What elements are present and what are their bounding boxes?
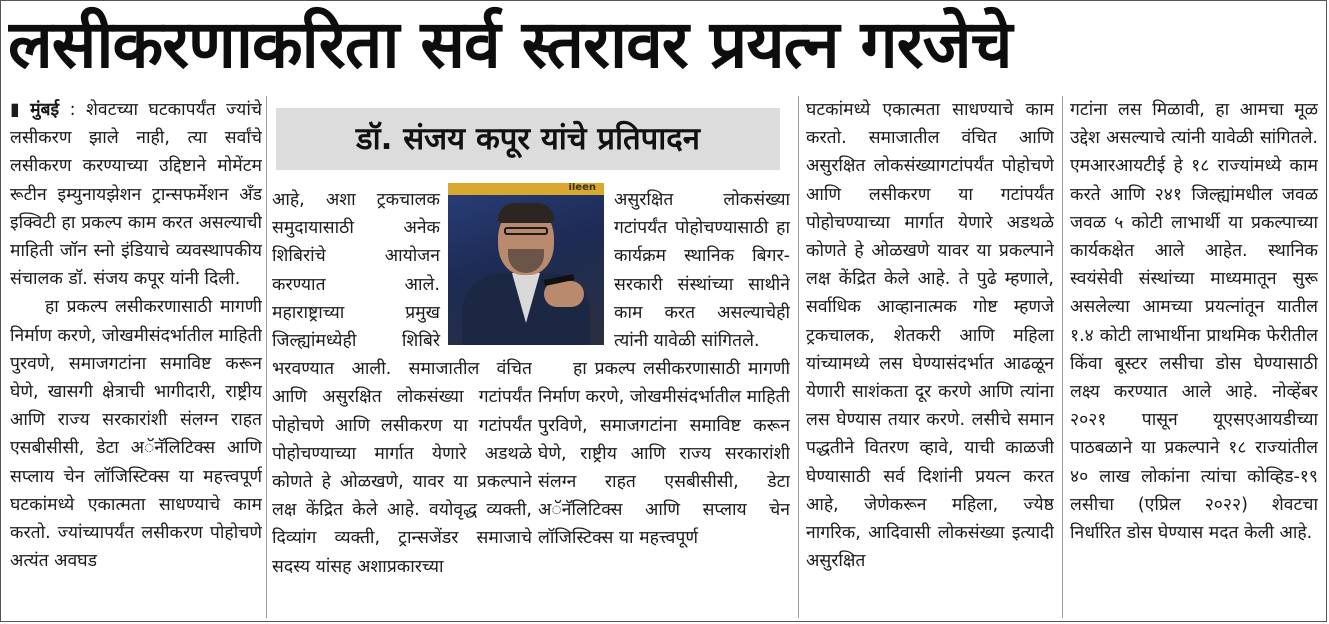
article-column-3 (538, 186, 790, 620)
paragraph-text: शेवटच्या घटकापर्यंत ज्यांचे लसीकरण झाले नाही, त्या सर्वांचे लसीकरण करण्याच्या उद्दिष्टाने मोमेंटम रूटीन इम्युनायझेशन ट्रान्सफर्मेशन अँड इक्विटी हा प्रकल्प काम करत असल्याची माहिती जॉन स्नो इंडियाचे व्यवस्थापकीय संचालक डॉ. संजय कपूर यांनी दिली. (10, 100, 262, 290)
article-column-1 (10, 96, 262, 620)
paragraph: हा प्रकल्प लसीकरणासाठी मागणी निर्माण करणे, जोखमीसंदर्भातील माहिती पुरवणे, समाजगटांना समाविष्ट करून घेणे, खासगी क्षेत्राची भागीदारी, राष्ट्रीय आणि राज्य सरकारांशी संलग्न राहत एसबीसीसी, डेटा अॅनॅलिटिक्स आणि सप्लाय चेन लॉजिस्टिक्स या महत्त्वपूर्ण घटकांमध्ये एकात्मता साधण्याचे काम करतो. ज्यांच्यापर्यंत लसीकरण पोहोचणे अत्यंत अवघड (10, 297, 262, 572)
photo-banner-text: ileen (568, 183, 596, 193)
column-divider (266, 96, 267, 618)
dateline: मुंबई (30, 100, 60, 120)
paragraph: गटांना लस मिळावी, हा आमचा मूळ उद्देश असल्याचे त्यांनी यावेळी सांगितले. एमआरआयटीई हे १८ राज्यांमध्ये काम करते आणि २४१ जिल्ह्यांमधील जवळ जवळ ५ कोटी लाभार्थी या प्रकल्पाच्या कार्यकक्षेत आले आहेत. स्थानिक स्वयंसेवी संस्थांच्या माध्यमातून सुरू असलेल्या आमच्या प्रयत्नांतून यातील १.४ कोटी लाभार्थीना प्राथमिक फेरीतील किंवा बूस्टर लसीचा डोस घेण्यासाठी लक्ष्य करण्यात आले आहे. नोव्हेंबर २०२१ पासून यूएसएआयडीच्या पाठबळाने या प्रकल्पाने १८ राज्यांतील ४० लाख लोकांना त्यांचा कोव्हिड-१९ लसीचा (एप्रिल २०२२) शेवटचा निर्धारित डोस घेण्यास मदत केली आहे. (1070, 100, 1318, 544)
paragraph: हा प्रकल्प लसीकरणासाठी मागणी निर्माण करणे, जोखमीसंदर्भातील माहिती पुरविणे, समाजगटांना समाविष्ट करून घेणे, राष्ट्रीय आणि राज्य सरकारांशी संलग्न राहत एसबीसीसी, डेटा अॅनॅलिटिक्स आणि सप्लाय चेन लॉजिस्टिक्स या महत्त्वपूर्ण (538, 359, 790, 549)
paragraph: आहे, अशा ट्रकचालक समुदायासाठी अनेक शिबिरांचे आयोजन करण्यात आले. महाराष्ट्राच्या प्रमुख जिल्ह्यांमध्येही शिबिरे भरवण्यात आली. समाजातील वंचित आणि असुरक्षित लोकसंख्या गटांपर्यंत पोहोचणे आणि लसीकरण या गटांपर्यंत पोहोचण्याच्या मार्गात येणारे अडथळे कोणते हे ओळखणे, यावर या प्रकल्पाने लक्ष केंद्रित केले आहे. वयोवृद्ध व्यक्ती, दिव्यांग व्यक्ती, ट्रान्सजेंडर समाजाचे सदस्य यांसह अशाप्रकारच्या (272, 190, 532, 577)
paragraph: घटकांमध्ये एकात्मता साधण्याचे काम करतो. समाजातील वंचित आणि असुरक्षित लोकसंख्यागटांपर्यंत पोहोचणे आणि लसीकरण या गटांपर्यंत पोहोचण्याच्या मार्गात येणारे अडथळे कोणते हे ओळखणे यावर या प्रकल्पाने लक्ष केंद्रित केले आहे. ते पुढे म्हणाले, सर्वाधिक आव्हानात्मक गोष्ट म्हणजे ट्रकचालक, शेतकरी आणि महिला यांच्यामध्ये लस घेण्यासंदर्भात आढळून येणारी साशंकता दूर करणे आणि त्यांना लस घेण्यास तयार करणे. लसीचे समान पद्धतीने वितरण व्हावे, याची काळजी घेण्यासाठी सर्व दिशांनी प्रयत्न करत आहे, जेणेकरून महिला, ज्येष्ठ नागरिक, आदिवासी लोकसंख्या इत्यादी असुरक्षित (806, 100, 1054, 572)
column-divider (798, 96, 799, 618)
subheadline: डॉ. संजय कपूर यांचे प्रतिपादन (276, 108, 780, 170)
headline: लसीकरणाकरिता सर्व स्तरावर प्रयत्न गरजेचे (8, 6, 1012, 83)
article-column-2 (272, 186, 532, 620)
paragraph: ▮ मुंबई : शेवटच्या घटकापर्यंत ज्यांचे लसीकरण झाले नाही, त्या सर्वांचे लसीकरण करण्याच्या उद्दिष्टाने मोमेंटम रूटीन इम्युनायझेशन ट्रान्सफर्मेशन अँड इक्विटी हा प्रकल्प काम करत असल्याची माहिती जॉन स्नो इंडियाचे व्यवस्थापकीय संचालक डॉ. संजय कपूर यांनी दिली. (10, 100, 262, 290)
article-column-4 (806, 96, 1054, 620)
article-column-5 (1070, 96, 1318, 620)
paragraph: असुरक्षित लोकसंख्या गटांपर्यंत पोहोचण्यासाठी हा कार्यक्रम स्थानिक बिगर-सरकारी संस्थांच्या साथीने काम करत असल्याचेही त्यांनी यावेळी सांगितले. (614, 190, 790, 352)
column-divider (1062, 96, 1063, 618)
